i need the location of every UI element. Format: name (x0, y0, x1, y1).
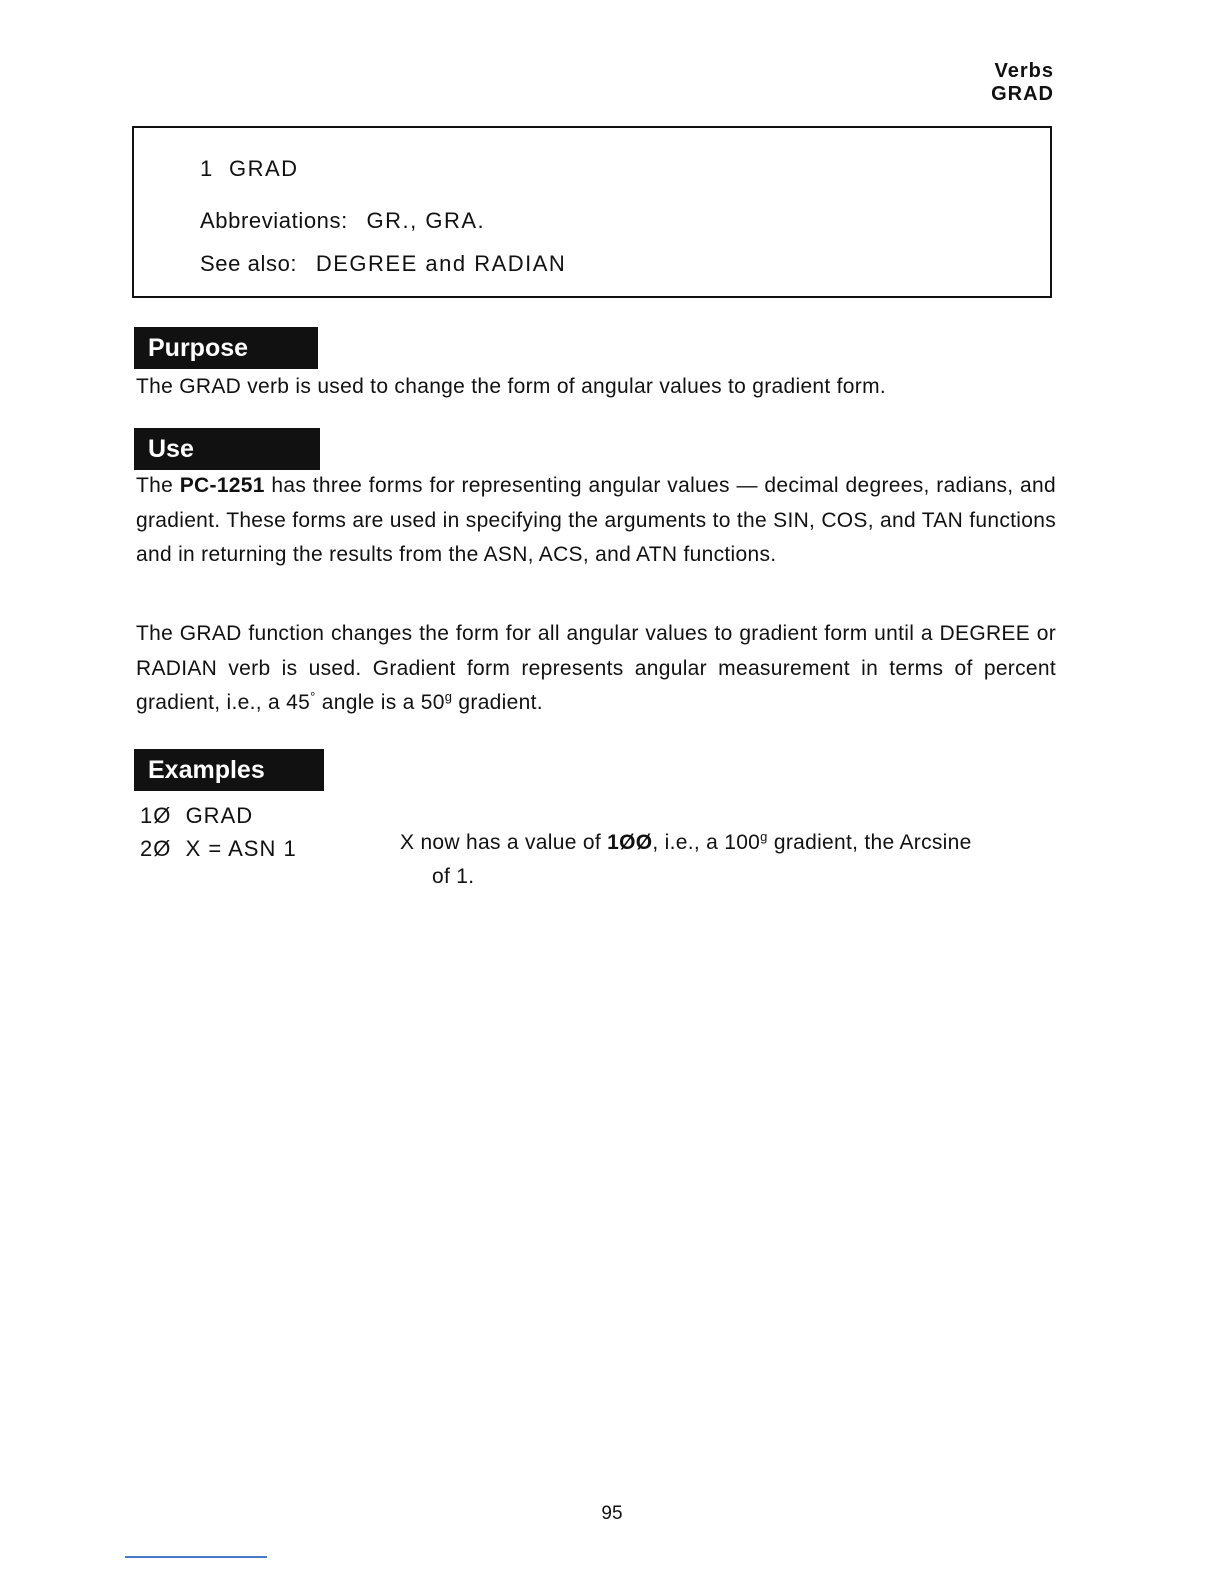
footer-rule (125, 1556, 267, 1558)
note-gradient-mark: g (760, 829, 768, 844)
running-head-topic: GRAD (991, 83, 1054, 105)
running-head (991, 60, 1054, 106)
syntax-form (200, 156, 299, 182)
use-p2-start: The GRAD function changes the form for all angular values to gradient form until a DEGREE or RADIAN verb is used. Gradient form represents angular measurement in terms of percent gradient, i.e., a (136, 622, 1056, 714)
examples-heading: Examples (134, 749, 324, 791)
use-p1-start: The (136, 474, 180, 497)
angle-value: 45 (286, 691, 311, 714)
running-head-section: Verbs (994, 60, 1054, 82)
use-p1-rest: has three forms for representing angular values — decimal degrees, radians, and gradient. These forms are used in specifying the arguments to the SIN, COS, and TAN functions and in returning the results from the ASN, ACS, and ATN functions. (136, 474, 1056, 566)
use-paragraph-1 (136, 469, 1056, 573)
abbreviations-line (200, 208, 485, 234)
note-start: X now has a value of (400, 831, 608, 854)
gradient-mark: g (444, 689, 453, 704)
example-line-2: 2Ø X = ASN 1 (140, 836, 297, 861)
example-line-1: 1Ø GRAD (140, 803, 254, 828)
gradient-example (421, 691, 453, 714)
see-also-label: See also: (200, 251, 298, 276)
note-continuation: of 1. (432, 865, 475, 888)
see-also-value: DEGREE and RADIAN (315, 251, 567, 276)
model-name: PC-1251 (179, 474, 265, 497)
example-note (400, 826, 1056, 894)
abbreviations-label: Abbreviations: (200, 208, 348, 233)
note-value: 1ØØ (607, 831, 653, 854)
note-gradient-value: 100 (724, 831, 761, 854)
purpose-heading: Purpose (134, 327, 318, 369)
use-heading: Use (134, 428, 320, 470)
angle-example (286, 691, 315, 714)
note-end: gradient, the Arcsine (767, 831, 972, 854)
abbreviations-value: GR., GRA. (366, 208, 486, 233)
see-also-line (200, 251, 566, 277)
use-p2-end: gradient. (452, 691, 543, 714)
purpose-text: The GRAD verb is used to change the form of angular values to gradient form. (136, 375, 887, 398)
syntax-form-text: 1 GRAD (200, 156, 299, 181)
note-mid: , i.e., a (652, 831, 725, 854)
gradient-value: 50 (420, 691, 445, 714)
use-p2-mid: angle is a (315, 691, 421, 714)
page-number: 95 (601, 1503, 623, 1524)
syntax-box (132, 126, 1052, 298)
use-paragraph-2 (136, 617, 1056, 721)
degree-mark: ° (310, 689, 316, 704)
